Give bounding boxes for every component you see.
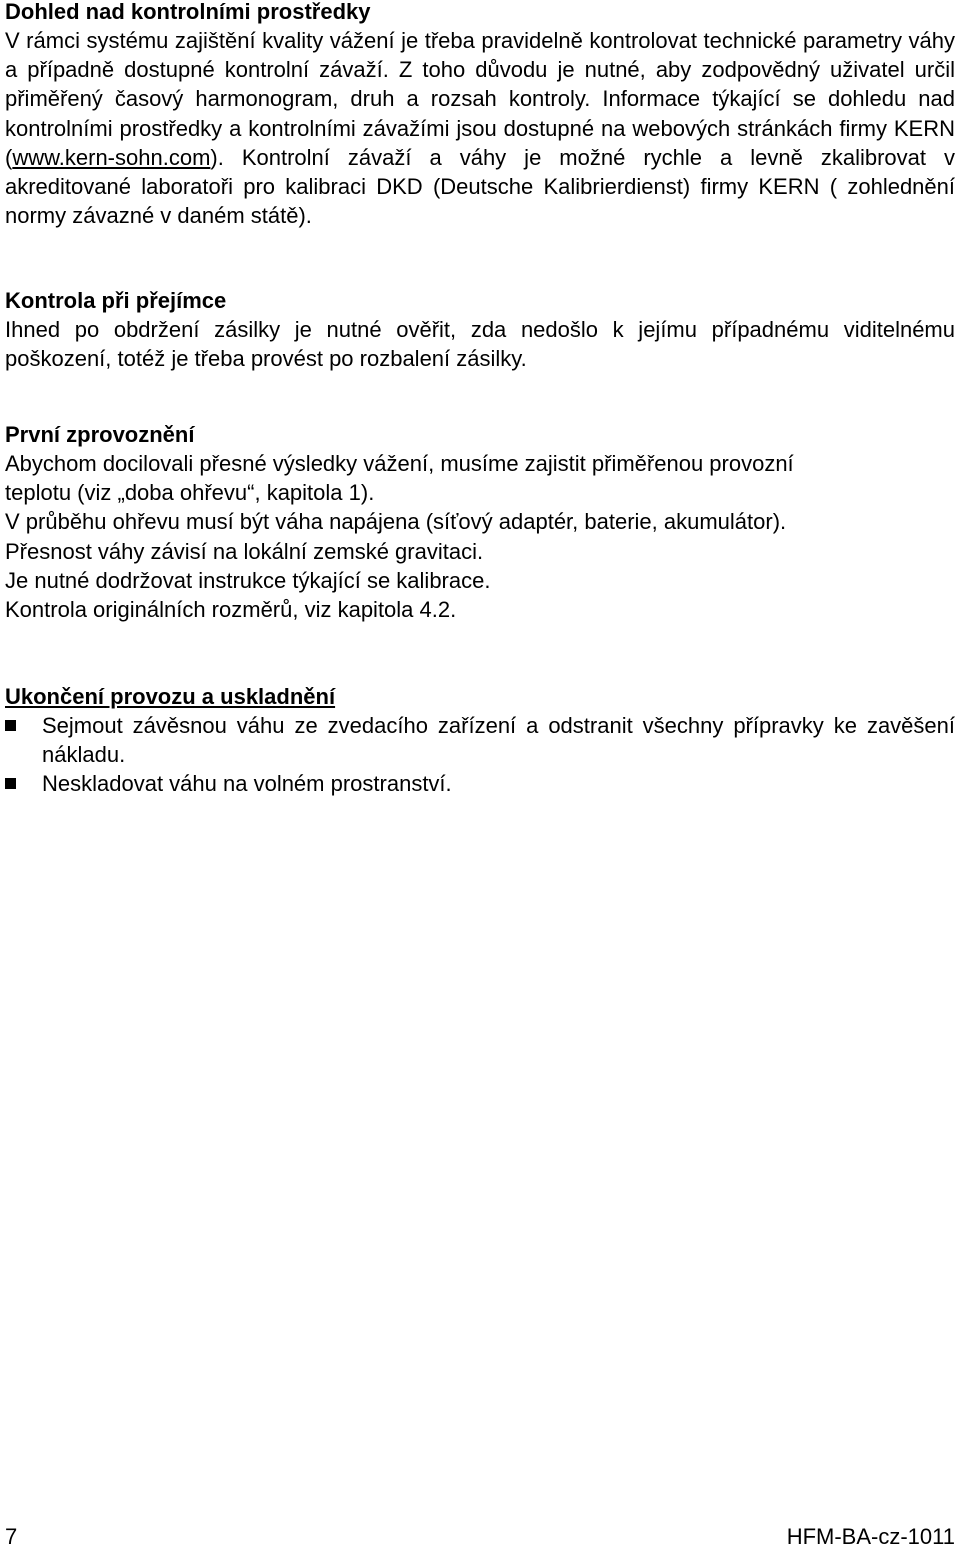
section-acceptance: [5, 286, 955, 373]
paragraph-text: ). Kontrolní závaží a váhy je možné rychle a levně zkalibrovat v akreditované laboratoři pro kalibraci DKD (Deutsche Kalibrierdienst) firmy KERN ( zohlednění normy závazné v daném státě).: [5, 144, 955, 229]
page-number: 7: [5, 1524, 18, 1549]
section-heading-storage: Ukončení provozu a uskladnění: [5, 684, 336, 709]
startup-line: Abychom docilovali přesné výsledky vážení, musíme zajistit přiměřenou provozní: [5, 451, 794, 476]
square-bullet-icon: [5, 720, 16, 731]
section-supervision: [5, 0, 955, 230]
startup-line: teplotu (viz „doba ohřevu“, kapitola 1).: [5, 480, 375, 506]
document-id: HFM-BA-cz-1011: [786, 1524, 955, 1549]
list-item-text: Sejmout závěsnou váhu ze zvedacího zařízení a odstranit všechny přípravky ke zavěšení nákladu.: [42, 713, 955, 768]
list-item: [5, 711, 955, 769]
section-heading-startup: První zprovoznění: [5, 422, 195, 447]
square-bullet-icon: [5, 778, 16, 789]
section-heading-supervision: Dohled nad kontrolními prostředky: [5, 0, 371, 24]
section-startup: [5, 420, 955, 624]
startup-line: Je nutné dodržovat instrukce týkající se kalibrace.: [5, 567, 491, 593]
list-item-text: Neskladovat váhu na volném prostranství.: [42, 771, 452, 797]
startup-line: Přesnost váhy závisí na lokální zemské gravitaci.: [5, 538, 484, 564]
paragraph-text: V rámci systému zajištění kvality vážení je třeba pravidelně kontrolovat technické parametry váhy a případně dostupné kontrolní závaží. Z toho důvodu je nutné, aby zodpovědný uživatel určil přiměřený časový harmonogram, druh a rozsah kontroly. Informace týkající se dohledu nad kontrolními prostředky a kontrolními závažími jsou dostupné na webových stránkách firmy KERN (: [5, 28, 955, 170]
paragraph-supervision: [5, 26, 955, 230]
storage-bullet-list: [5, 711, 955, 799]
list-item: [5, 769, 955, 798]
startup-line: V průběhu ohřevu musí být váha napájena (síťový adaptér, baterie, akumulátor).: [5, 509, 787, 535]
kern-website-link[interactable]: www.kern-sohn.com: [12, 144, 211, 170]
paragraph-acceptance: Ihned po obdržení zásilky je nutné ověřit, zda nedošlo k jejímu případnému viditelnému poškození, totéž je třeba provést po rozbalení zásilky.: [5, 317, 955, 372]
section-heading-acceptance: Kontrola při přejímce: [5, 288, 227, 313]
startup-line: Kontrola originálních rozměrů, viz kapitola 4.2.: [5, 597, 457, 623]
section-storage: [5, 682, 955, 799]
